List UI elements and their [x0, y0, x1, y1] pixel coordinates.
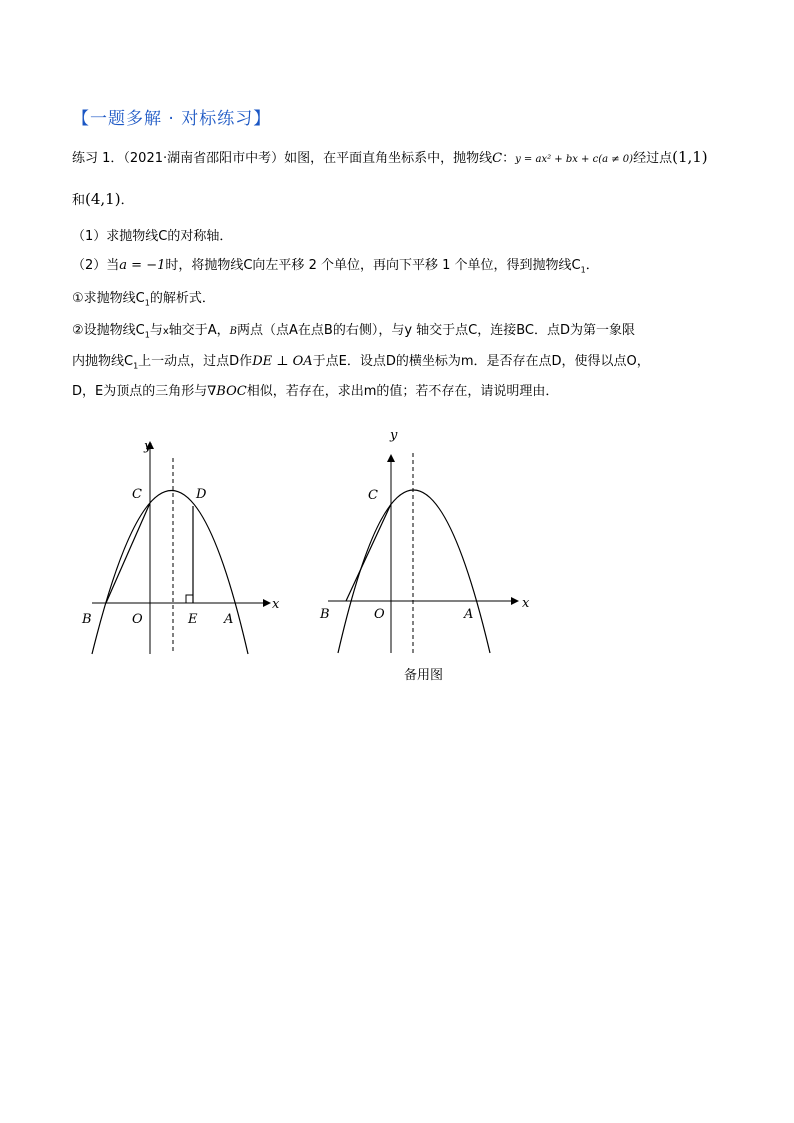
subquestion-2-line-1 [72, 322, 635, 345]
problem-text: 的解析式． [149, 291, 215, 306]
label-c: C [368, 488, 378, 503]
problem-text: 练习 1．（2021·湖南省邵阳市中考）如图，在平面直角坐标系中，抛物线 [72, 151, 493, 166]
figure-2 [318, 425, 538, 660]
subscript: 1 [144, 298, 150, 308]
subscript: 1 [580, 265, 586, 275]
label-y: y [144, 439, 152, 454]
condition-a: a = −1 [119, 258, 166, 273]
segment-bc [106, 503, 150, 603]
label-x: x [272, 597, 280, 612]
point-1-1: (1,1) [672, 148, 708, 166]
perpendicular-expr: DE ⊥ OA [252, 354, 313, 369]
subquestion-1 [72, 290, 215, 313]
label-o: O [374, 607, 385, 622]
label-e: E [188, 612, 198, 627]
problem-text: ①求抛物线C [72, 291, 145, 306]
label-d: D [196, 487, 207, 502]
problem-text: （2）当 [72, 258, 120, 273]
x-var: x [162, 326, 169, 337]
problem-text: 于点E．设点D的横坐标为m．是否存在点D，使得以点O， [312, 354, 650, 369]
parabola-name: C [492, 151, 503, 166]
problem-text: 内抛物线C [72, 354, 134, 369]
problem-text: ②设抛物线C [72, 323, 145, 338]
parabola-curve [338, 490, 490, 653]
label-c: C [132, 487, 142, 502]
subquestion-2-line-2 [72, 353, 650, 376]
problem-text: 相似，若存在，求出m的值；若不存在，请说明理由． [246, 384, 559, 399]
point-b: B [229, 326, 238, 337]
period: ． [585, 258, 599, 273]
subscript: 1 [144, 330, 150, 340]
point-4-1: (4,1) [85, 190, 121, 208]
problem-text: 轴交于A， [168, 323, 230, 338]
problem-text: D，E为顶点的三角形与 [72, 384, 208, 399]
subscript: 1 [133, 361, 139, 371]
question-2 [72, 257, 599, 280]
label-b: B [82, 612, 92, 627]
problem-text: 时，将抛物线C向左平移 2 个单位，再向下平移 1 个单位，得到抛物线C [165, 258, 581, 273]
problem-text: 两点（点A在点B的右侧），与y 轴交于点C，连接BC．点D为第一象限 [237, 323, 636, 338]
label-o: O [132, 612, 143, 627]
segment-bc [346, 504, 391, 601]
label-b: B [320, 607, 330, 622]
parabola-formula: y = ax² + bx + c(a ≠ 0) [515, 154, 634, 165]
figure-2-caption: 备用图 [404, 668, 444, 683]
triangle-boc: ∇BOC [207, 384, 247, 399]
problem-text: 与 [149, 323, 163, 338]
figure-1 [80, 430, 290, 660]
problem-line-1 [72, 148, 708, 169]
label-x: x [522, 596, 530, 611]
problem-text: 经过点 [633, 151, 673, 166]
parabola-curve [92, 491, 248, 655]
label-a: A [464, 607, 474, 622]
problem-text: 和 [72, 193, 86, 208]
subquestion-2-line-3 [72, 383, 558, 401]
right-angle-mark [186, 595, 193, 603]
label-y: y [390, 428, 398, 443]
colon: ： [502, 151, 516, 166]
section-heading: 【一题多解 · 对标练习】 [72, 109, 272, 129]
problem-text: 上一动点，过点D作 [138, 354, 253, 369]
question-1: （1）求抛物线C的对称轴． [72, 229, 233, 244]
period: ． [120, 193, 134, 208]
label-a: A [224, 612, 234, 627]
problem-line-2 [72, 190, 134, 210]
